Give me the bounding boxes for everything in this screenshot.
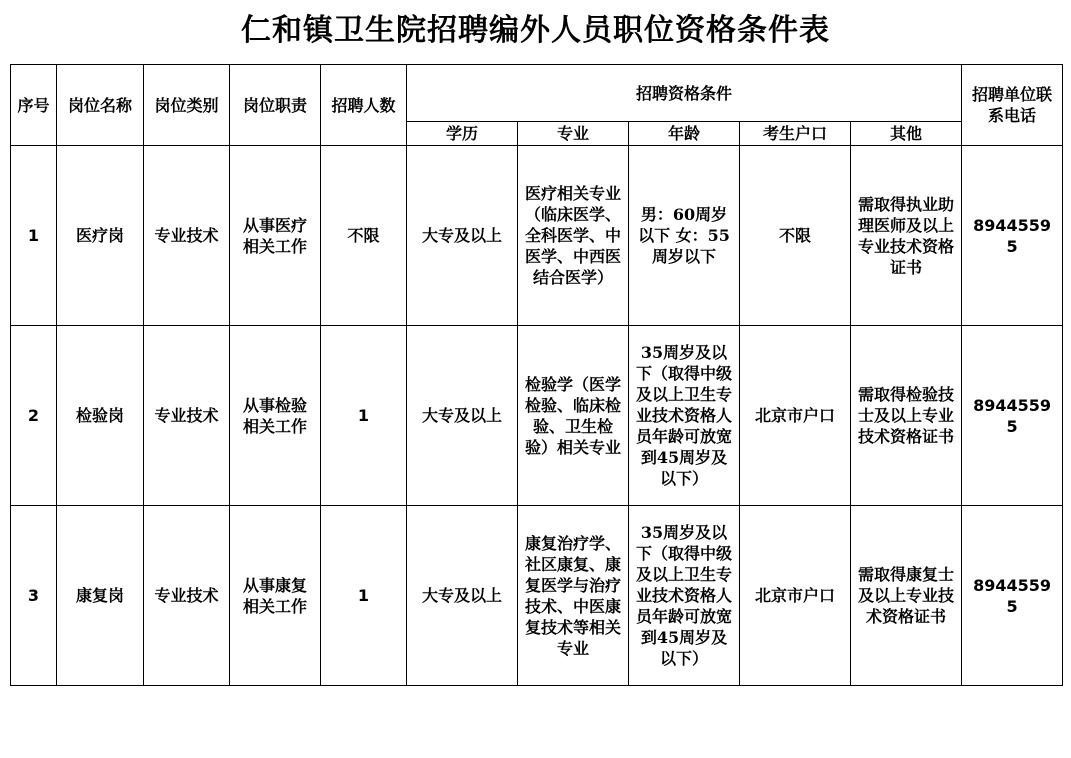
cell-age: 男：60周岁以下 女：55周岁以下	[629, 146, 740, 326]
header-row	[11, 65, 1063, 122]
header-age: 年龄	[629, 122, 740, 146]
header-other: 其他	[851, 122, 962, 146]
cell-major: 康复治疗学、社区康复、康复医学与治疗技术、中医康复技术等相关专业	[518, 506, 629, 686]
cell-age: 35周岁及以下（取得中级及以上卫生专业技术资格人员年龄可放宽到45周岁及以下）	[629, 506, 740, 686]
cell-education: 大专及以上	[407, 506, 518, 686]
header-education: 学历	[407, 122, 518, 146]
header-major: 专业	[518, 122, 629, 146]
table-row	[11, 146, 1063, 326]
header-position-name: 岗位名称	[57, 65, 144, 146]
cell-position-duty: 从事检验相关工作	[230, 326, 321, 506]
header-position-type: 岗位类别	[144, 65, 230, 146]
cell-phone: 89445595	[962, 506, 1063, 686]
header-seq: 序号	[11, 65, 57, 146]
cell-seq: 1	[11, 146, 57, 326]
table-row	[11, 326, 1063, 506]
cell-education: 大专及以上	[407, 326, 518, 506]
table-row	[11, 506, 1063, 686]
cell-other: 需取得康复士及以上专业技术资格证书	[851, 506, 962, 686]
cell-position-duty: 从事医疗相关工作	[230, 146, 321, 326]
cell-headcount: 1	[321, 506, 407, 686]
cell-position-type: 专业技术	[144, 506, 230, 686]
cell-position-name: 检验岗	[57, 326, 144, 506]
cell-major: 检验学（医学检验、临床检验、卫生检验）相关专业	[518, 326, 629, 506]
cell-headcount: 1	[321, 326, 407, 506]
cell-phone: 89445595	[962, 326, 1063, 506]
cell-major: 医疗相关专业（临床医学、全科医学、中医学、中西医结合医学）	[518, 146, 629, 326]
cell-headcount: 不限	[321, 146, 407, 326]
cell-position-type: 专业技术	[144, 146, 230, 326]
header-household: 考生户口	[740, 122, 851, 146]
header-conditions: 招聘资格条件	[407, 65, 962, 122]
positions-table	[10, 64, 1063, 686]
cell-seq: 2	[11, 326, 57, 506]
header-headcount: 招聘人数	[321, 65, 407, 146]
header-position-duty: 岗位职责	[230, 65, 321, 146]
cell-household: 北京市户口	[740, 506, 851, 686]
header-contact: 招聘单位联系电话	[962, 65, 1063, 146]
page-title: 仁和镇卫生院招聘编外人员职位资格条件表	[241, 13, 830, 48]
cell-seq: 3	[11, 506, 57, 686]
cell-education: 大专及以上	[407, 146, 518, 326]
cell-other: 需取得检验技士及以上专业技术资格证书	[851, 326, 962, 506]
cell-age: 35周岁及以下（取得中级及以上卫生专业技术资格人员年龄可放宽到45周岁及以下）	[629, 326, 740, 506]
cell-position-name: 康复岗	[57, 506, 144, 686]
cell-household: 不限	[740, 146, 851, 326]
cell-position-name: 医疗岗	[57, 146, 144, 326]
cell-position-type: 专业技术	[144, 326, 230, 506]
cell-other: 需取得执业助理医师及以上专业技术资格证书	[851, 146, 962, 326]
cell-phone: 89445595	[962, 146, 1063, 326]
cell-position-duty: 从事康复相关工作	[230, 506, 321, 686]
cell-household: 北京市户口	[740, 326, 851, 506]
